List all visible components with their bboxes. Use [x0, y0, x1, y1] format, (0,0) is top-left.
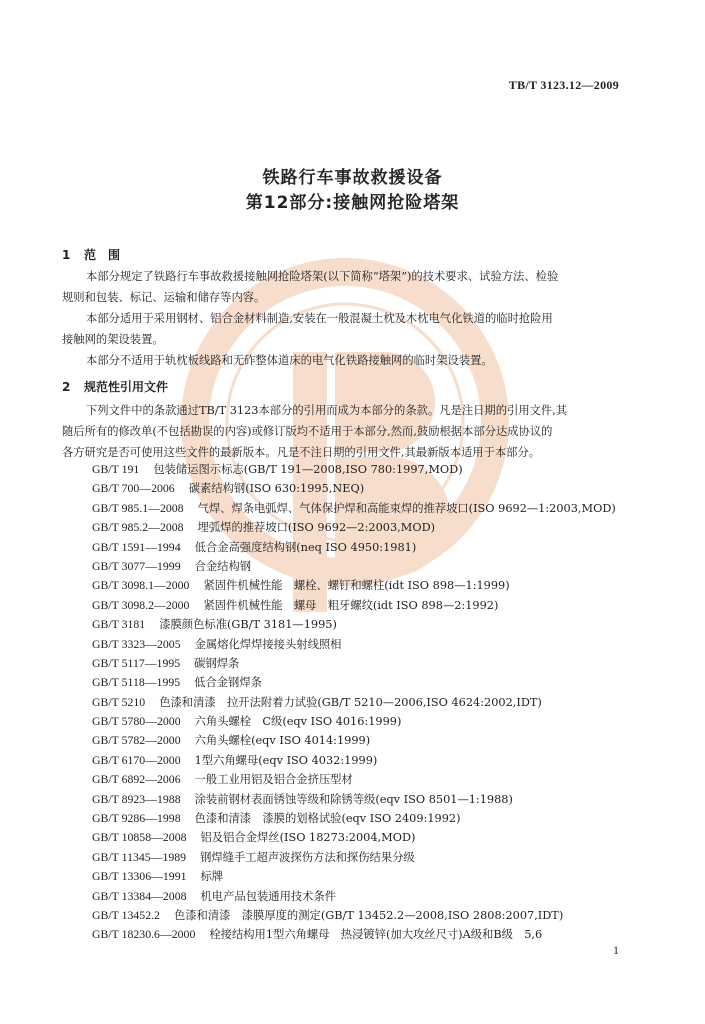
reference-title: 埋弧焊的推荐坡口(ISO 9692—2:2003,MOD): [197, 521, 436, 535]
reference-code: GB/T 1591—1994: [92, 539, 181, 554]
reference-code: GB/T 3077—1999: [92, 558, 181, 573]
section-label: 规范性引用文件: [84, 380, 169, 394]
reference-title: 碳素结构钢(ISO 630:1995,NEQ): [188, 482, 365, 496]
reference-title: 合金结构钢: [194, 559, 252, 573]
reference-item: [92, 479, 652, 498]
section-heading-normative-references: [62, 378, 168, 395]
reference-code: GB/T 5210: [92, 694, 146, 709]
paragraph-line: 各方研究是否可使用这些文件的最新版本。凡是不注日期的引用文件,其最新版本适用于本部分。: [62, 446, 541, 459]
reference-code: GB/T 5117—1995: [92, 655, 181, 670]
reference-title: 色漆和清漆 漆膜的划格试验(eqv ISO 2409:1992): [194, 812, 461, 826]
reference-title: 紧固件机械性能 螺栓、螺钉和螺柱(idt ISO 898—1:1999): [203, 579, 510, 593]
reference-title: 一般工业用铝及铝合金挤压型材: [194, 773, 353, 787]
reference-title: 涂装前钢材表面锈蚀等级和除锈等级(eqv ISO 8501—1:1988): [194, 792, 513, 806]
reference-item: [92, 596, 652, 615]
scope-paragraph-3: [62, 350, 630, 371]
section-label: 范 围: [84, 248, 121, 262]
reference-item: [92, 557, 652, 576]
reference-item: [92, 731, 652, 750]
reference-title: 标牌: [200, 870, 224, 884]
reference-code: GB/T 700—2006: [92, 481, 175, 496]
reference-title: 栓接结构用1型六角螺母 热浸镀锌(加大攻丝尺寸)A级和B级 5,6: [209, 928, 543, 942]
reference-item: [92, 615, 652, 634]
document-title-line1: 铁路行车事故救援设备: [262, 168, 443, 188]
reference-code: GB/T 191: [92, 462, 140, 476]
reference-title: 包装储运图示标志(GB/T 191—2008,ISO 780:1997,MOD): [153, 463, 463, 476]
reference-code: GB/T 6170—2000: [92, 752, 181, 767]
reference-title: 紧固件机械性能 螺母 粗牙螺纹(idt ISO 898—2:1992): [203, 598, 499, 612]
reference-code: GB/T 10858—2008: [92, 830, 187, 845]
section-heading-scope: [62, 246, 120, 263]
reference-item: [92, 925, 652, 944]
reference-code: GB/T 3181: [92, 617, 146, 632]
reference-item: [92, 673, 652, 692]
reference-title: 低合金高强度结构钢(neq ISO 4950:1981): [194, 540, 417, 554]
reference-code: GB/T 11345—1989: [92, 849, 187, 864]
paragraph-line: 本部分适用于采用钢材、铝合金材料制造,安装在一般混凝土枕及木枕电气化铁道的临时抢险用: [86, 312, 553, 325]
reference-title: 1型六角螺母(eqv ISO 4032:1999): [194, 753, 378, 767]
reference-code: GB/T 3098.1—2000: [92, 578, 190, 593]
reference-code: GB/T 3323—2005: [92, 636, 181, 651]
reference-title: 碳钢焊条: [194, 656, 240, 670]
reference-title: 色漆和清漆 漆膜厚度的测定(GB/T 13452.2—2008,ISO 2808:2007,IDT): [173, 908, 564, 922]
reference-title: 机电产品包装通用技术条件: [200, 889, 337, 903]
paragraph-line: 本部分不适用于轨枕板线路和无砟整体道床的电气化铁路接触网的临时架设装置。: [86, 354, 493, 367]
reference-item: [92, 712, 652, 731]
reference-item: [92, 770, 652, 789]
paragraph-line: 下列文件中的条款通过TB/T 3123本部分的引用而成为本部分的条款。凡是注日期的引用文件,其: [86, 404, 568, 417]
reference-code: GB/T 9286—1998: [92, 811, 181, 826]
section-number: 1: [62, 248, 71, 262]
scope-paragraph-2: [62, 308, 630, 350]
reference-title: 低合金钢焊条: [194, 676, 262, 690]
reference-title: 漆膜颜色标准(GB/T 3181—1995): [159, 618, 337, 632]
reference-item: [92, 790, 652, 809]
reference-code: GB/T 13306—1991: [92, 869, 187, 884]
reference-code: GB/T 13452.2: [92, 907, 160, 922]
reference-list: [92, 460, 652, 945]
reference-code: GB/T 5118—1995: [92, 675, 181, 690]
reference-item: [92, 518, 652, 537]
reference-code: GB/T 5780—2000: [92, 714, 181, 729]
references-intro-paragraph: [62, 400, 630, 463]
paragraph-line: 接触网的架设装置。: [62, 333, 164, 346]
reference-code: GB/T 13384—2008: [92, 888, 187, 903]
reference-item: [92, 693, 652, 712]
reference-item: [92, 751, 652, 770]
section-number: 2: [62, 380, 71, 394]
reference-code: GB/T 8923—1988: [92, 791, 181, 806]
reference-title: 金属熔化焊焊接接头射线照相: [194, 637, 342, 651]
reference-item: [92, 538, 652, 557]
reference-item: [92, 576, 652, 595]
scope-paragraph-1: [62, 266, 630, 308]
paragraph-line: 本部分规定了铁路行车事故救援接触网抢险塔架(以下简称“塔架”)的技术要求、试验方法、检验: [86, 270, 559, 283]
document-title-line2: 第12部分:接触网抢险塔架: [245, 193, 460, 213]
reference-title: 六角头螺栓(eqv ISO 4014:1999): [194, 734, 371, 748]
reference-code: GB/T 18230.6—2000: [92, 927, 196, 942]
reference-code: GB/T 985.1—2008: [92, 500, 184, 515]
reference-item: [92, 887, 652, 906]
reference-item: [92, 635, 652, 654]
reference-item: [92, 906, 652, 925]
paragraph-line: 随后所有的修改单(不包括勘误的内容)或修订版均不适用于本部分,然而,鼓励根据本部分达成协议的: [62, 425, 553, 438]
reference-item: [92, 460, 652, 479]
reference-code: GB/T 3098.2—2000: [92, 597, 190, 612]
standard-code: TB/T 3123.12—2009: [508, 78, 619, 92]
reference-code: GB/T 6892—2006: [92, 772, 181, 787]
reference-item: [92, 654, 652, 673]
reference-title: 钢焊缝手工超声波探伤方法和探伤结果分级: [200, 850, 415, 864]
reference-title: 六角头螺栓 C级(eqv ISO 4016:1999): [194, 715, 402, 729]
reference-code: GB/T 985.2—2008: [92, 520, 184, 535]
reference-title: 色漆和清漆 拉开法附着力试验(GB/T 5210—2006,ISO 4624:2002,IDT): [159, 695, 542, 709]
reference-item: [92, 867, 652, 886]
reference-title: 铝及铝合金焊丝(ISO 18273:2004,MOD): [200, 831, 416, 845]
reference-item: [92, 809, 652, 828]
reference-title: 气焊、焊条电弧焊、气体保护焊和高能束焊的推荐坡口(ISO 9692—1:2003,MOD): [197, 501, 616, 515]
reference-item: [92, 499, 652, 518]
reference-item: [92, 828, 652, 847]
reference-item: [92, 848, 652, 867]
reference-code: GB/T 5782—2000: [92, 733, 181, 748]
paragraph-line: 规则和包装、标记、运输和储存等内容。: [62, 291, 266, 304]
page-number: 1: [613, 943, 619, 957]
